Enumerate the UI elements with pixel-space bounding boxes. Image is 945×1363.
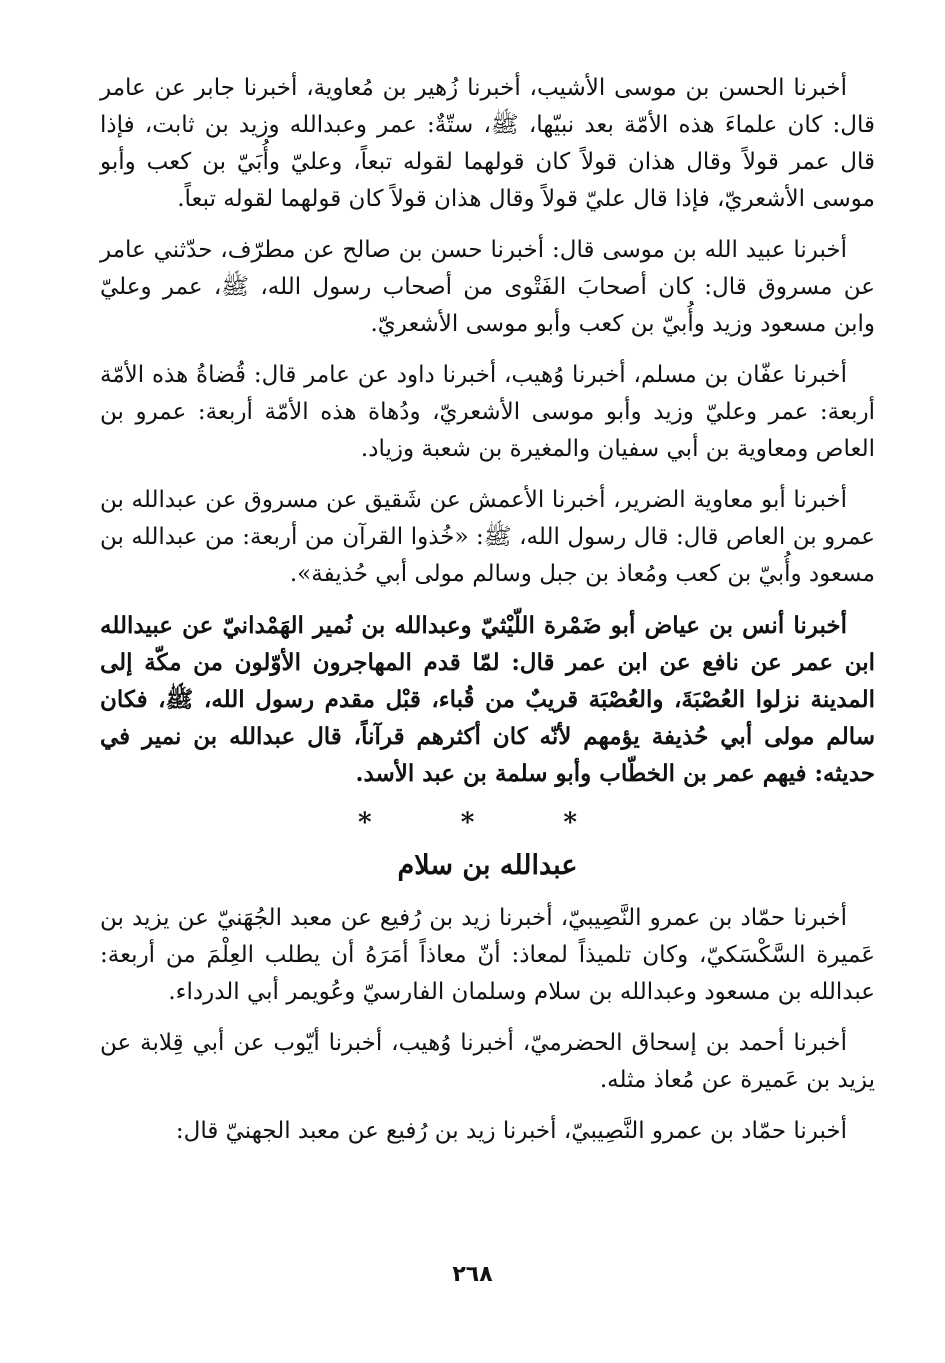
paragraph-5: أخبرنا أنس بن عياض أبو ضَمْرة اللّيْثيّ وعبدالله بن نُمير الهَمْدانيّ عن عبيدالله ابن عمر عن نافع عن ابن عمر قال: لمّا قدم المهاجرون الأوّلون من مكّة إلى المدينة نزلوا العُصْبَةَ، والعُصْبَة قريبٌ من قُباء، قبْل مقدم رسول الله، ﷺ، فكان سالم مولى أبي حُذيفة يؤمهم لأنّه كان أكثرهم قرآناً، قال عبدالله بن نمير في حديثه: فيهم عمر بن الخطّاب وأبو سلمة بن عبد الأسد.	[100, 612, 875, 787]
section-separator: * * *	[358, 808, 617, 838]
paragraph-4: أخبرنا أبو معاوية الضرير، أخبرنا الأعمش عن شَقيق عن مسروق عن عبدالله بن عمرو بن العاص قال: قال رسول الله، ﷺ: «خُذوا القرآن من أربعة: من عبدالله بن مسعود وأُبيّ بن كعب ومُعاذ بن جبل وسالم مولى أبي حُذيفة».	[100, 487, 875, 587]
section-paragraph-2: أخبرنا أحمد بن إسحاق الحضرميّ، أخبرنا وُهيب، أخبرنا أيّوب عن أبي قِلابة عن يزيد بن عَميرة عن مُعاذ مثله.	[100, 1030, 875, 1093]
paragraph-3: أخبرنا عفّان بن مسلم، أخبرنا وُهيب، أخبرنا داود عن عامر قال: قُضاةُ هذه الأمّة أربعة: عمر وعليّ وزيد وأبو موسى الأشعريّ، ودُهاة هذه الأمّة أربعة: عمرو بن العاص ومعاوية بن أبي سفيان والمغيرة بن شعبة وزياد.	[100, 362, 875, 462]
section-paragraph-3: أخبرنا حمّاد بن عمرو النَّصِيبيّ، أخبرنا زيد بن رُفيع عن معبد الجهنيّ قال:	[175, 1118, 847, 1144]
page-body	[100, 70, 875, 1164]
paragraph-2: أخبرنا عبيد الله بن موسى قال: أخبرنا حسن بن صالح عن مطرّف، حدّثني عامر عن مسروق قال: كان أصحابَ الفَتْوى من أصحاب رسول الله، ﷺ، عمر وعليّ وابن مسعود وزيد وأُبيّ بن كعب وأبو موسى الأشعريّ.	[100, 237, 875, 337]
paragraph-1: أخبرنا الحسن بن موسى الأشيب، أخبرنا زُهير بن مُعاوية، أخبرنا جابر عن عامر قال: كان علماءَ هذه الأمّة بعد نبيّها، ﷺ، ستّةٌ: عمر وعبدالله وزيد بن ثابت، فإذا قال عمر قولاً وقال هذان قولاً كان قولهما لقوله تبعاً، وعليّ وأُبَيّ بن كعب وأبو موسى الأشعريّ، فإذا قال عليّ قولاً وقال هذان قولاً كان قولهما لقوله تبعاً.	[100, 75, 875, 212]
section-paragraph-1: أخبرنا حمّاد بن عمرو النَّصِيبيّ، أخبرنا زيد بن رُفيع عن معبد الجُهَنيّ عن يزيد بن عَميرة السَّكْسَكيّ، وكان تلميذاً لمعاذ: أنّ معاذاً أمَرَهُ أن يطلب العِلْمَ من أربعة: عبدالله بن مسعود وعبدالله بن سلام وسلمان الفارسيّ وعُويمر أبي الدرداء.	[100, 905, 875, 1005]
section-title: عبدالله بن سلام	[397, 850, 578, 881]
page-number: ٢٦٨	[452, 1262, 493, 1287]
